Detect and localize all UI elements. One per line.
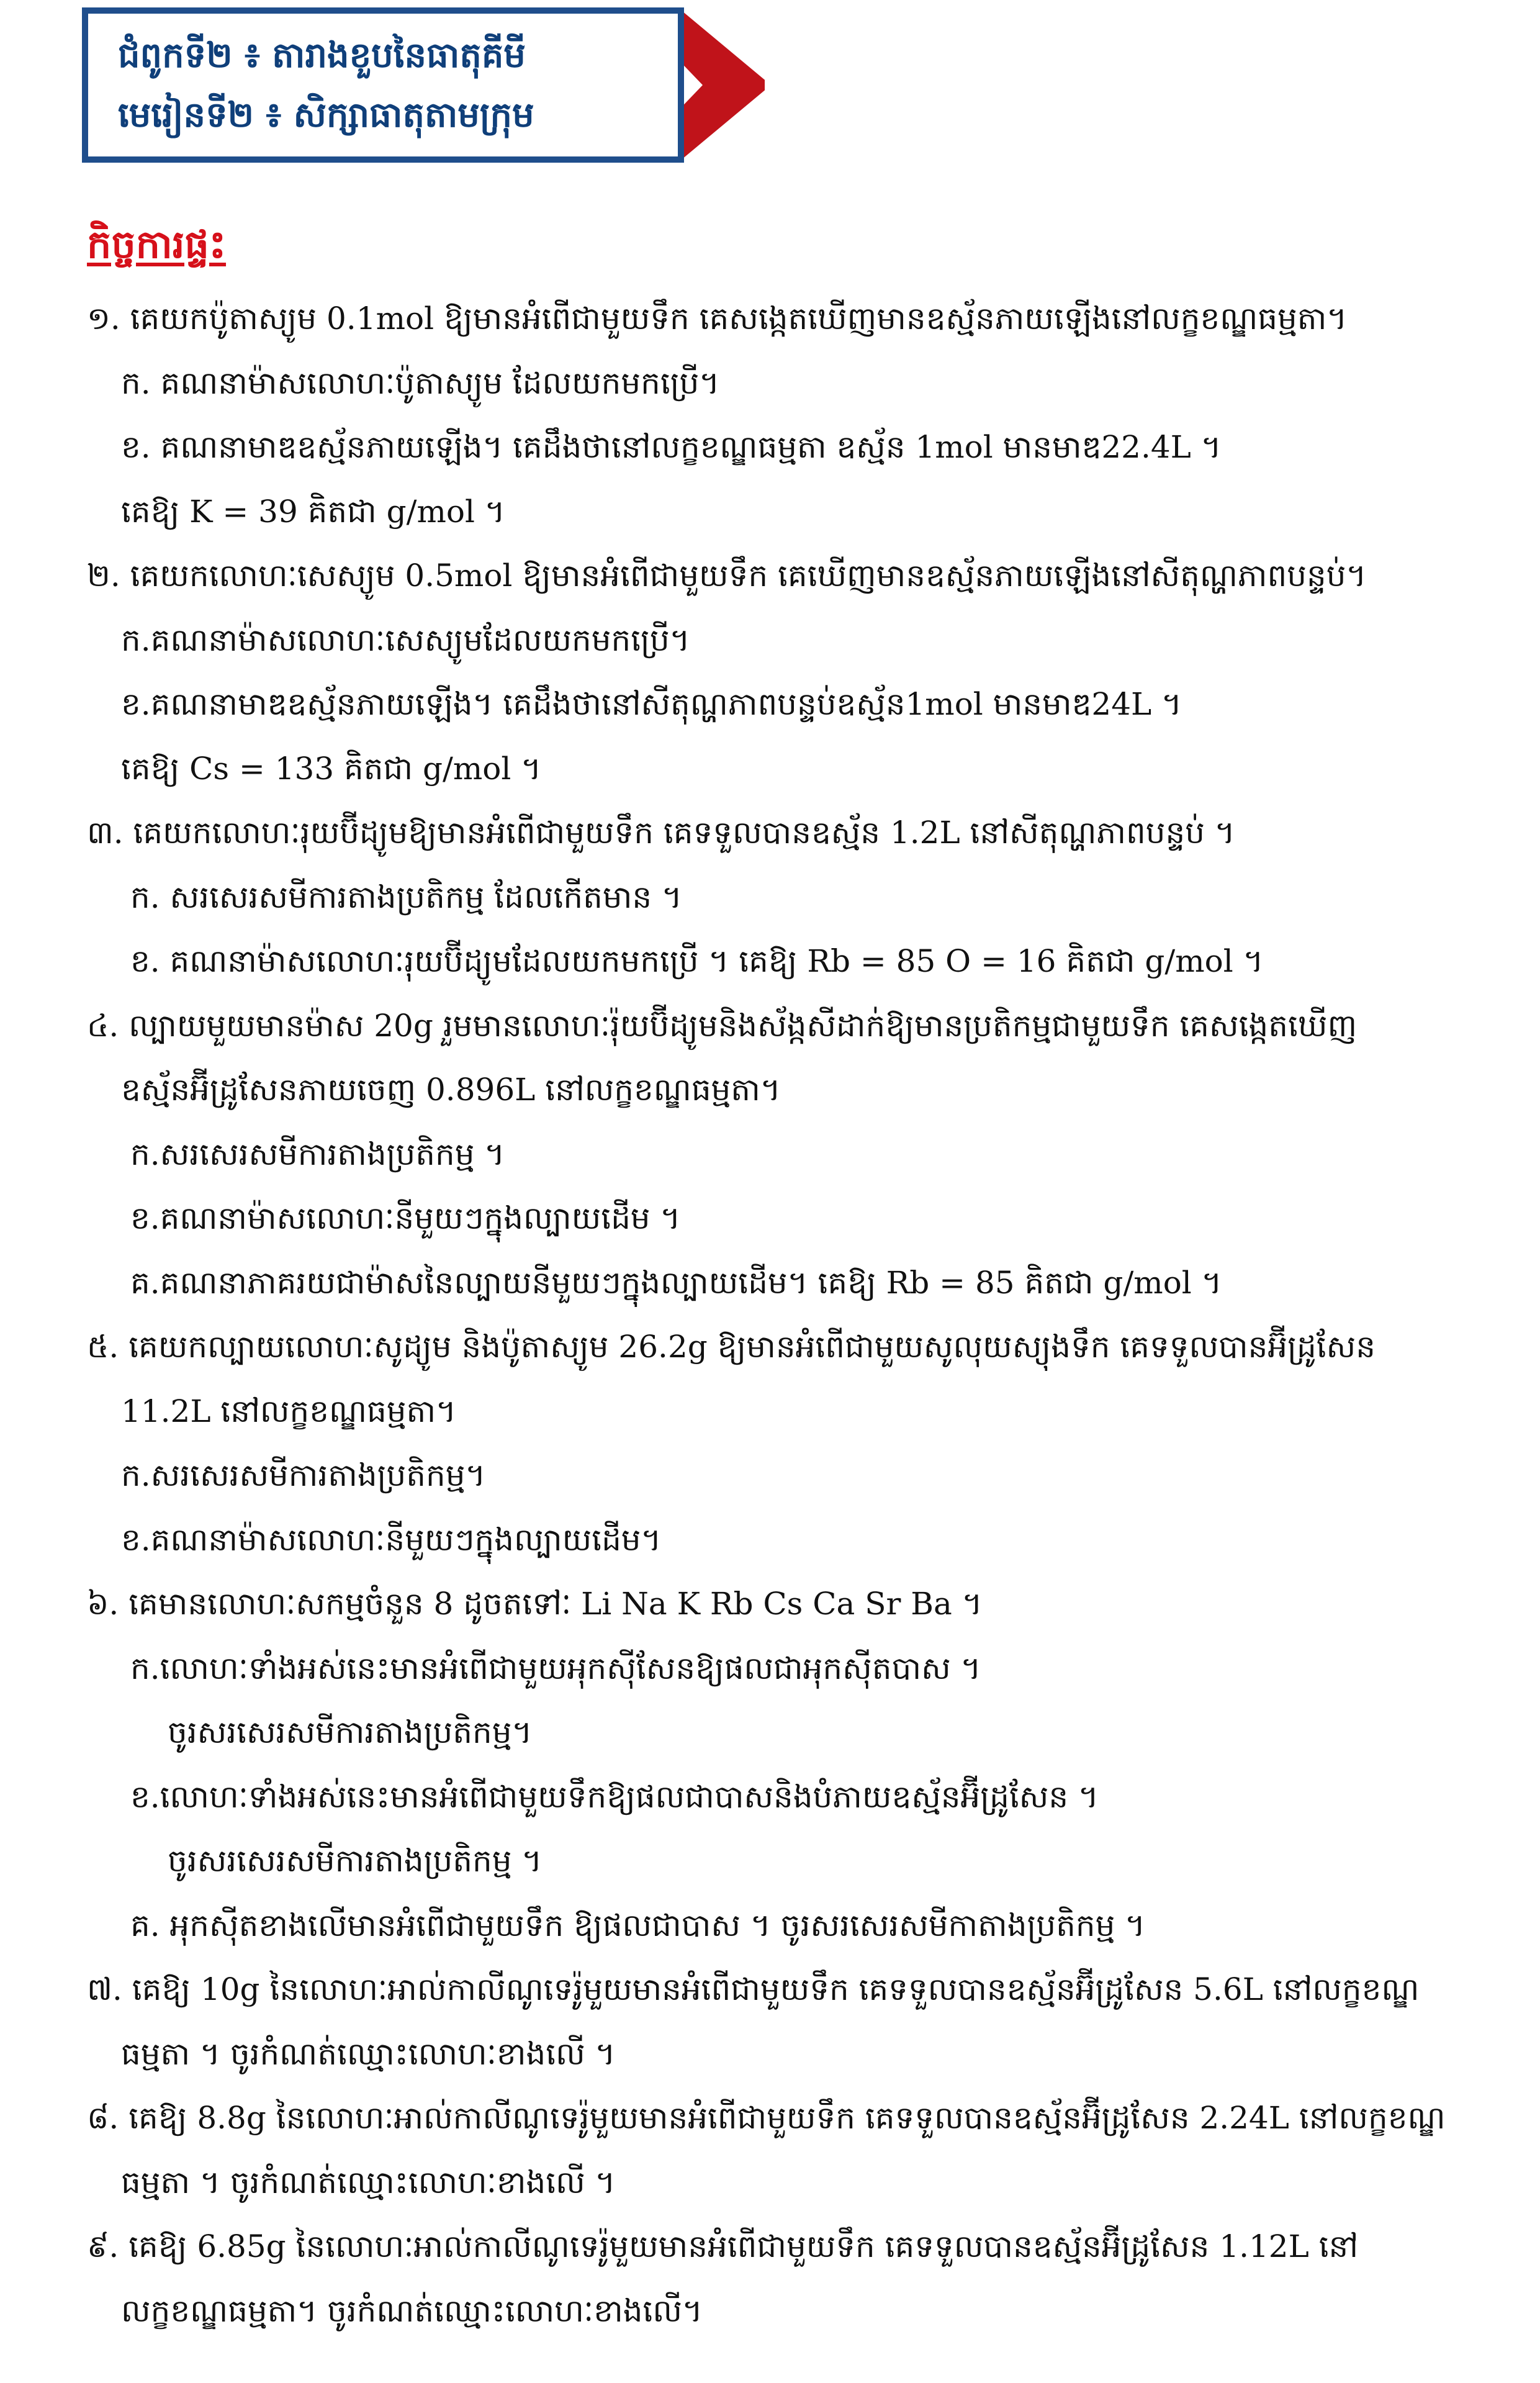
homework-title: កិច្ចការផ្ទះ (87, 222, 227, 267)
chapter-title: ជំពូកទី២ ៖ តារាងខួបនៃធាតុគីមី (118, 35, 526, 76)
banner-text (118, 26, 708, 145)
exercise-line: ៨. គេឱ្យ 8.8g នៃលោហៈអាល់កាលីណូទេរ៉ូមួយមានអំពើជាមួយទឹក គេទទួលបានឧស្ម័នអ៊ីដ្រូសែន 2.24L នៅលក្ខខណ្ឌ (87, 2100, 1446, 2136)
exercise-line: ខ.គណនាមាឌឧស្ម័នភាយឡើង។ គេដឹងថានៅសីតុណ្ហភាពបន្ទប់ឧស្ម័ន1mol មានមាឌ24L ។ (121, 686, 1182, 722)
exercise-line: ក.សរសេរសមីការតាងប្រតិកម្ម។ (121, 1457, 486, 1493)
exercise-line: ក. គណនាម៉ាសលោហៈប៉ូតាស្យូម ដែលយកមកប្រើ។ (121, 364, 720, 401)
exercise-line: ខ.គណនាម៉ាសលោហៈនីមួយៗក្នុងល្បាយដើម ។ (130, 1200, 681, 1236)
exercise-line: ក.លោហៈទាំងអស់នេះមានអំពើជាមួយអុកស៊ីសែនឱ្យផលជាអុកស៊ីតបាស ។ (130, 1650, 981, 1686)
exercise-line: ៣. គេយកលោហៈរុយប៊ីដ្យូមឱ្យមានអំពើជាមួយទឹក គេទទួលបានឧស្ម័ន 1.2L នៅសីតុណ្ហភាពបន្ទប់ ។ (87, 815, 1235, 851)
exercise-line: ចូរសរសេរសមីការតាងប្រតិកម្ម ។ (168, 1843, 543, 1879)
exercise-line: ខ.គណនាម៉ាសលោហៈនីមួយៗក្នុងល្បាយដើម។ (121, 1521, 662, 1558)
exercise-line: ៥. គេយកល្បាយលោហៈសូដ្យូម និងប៉ូតាស្យូម 26.2g ឱ្យមានអំពើជាមួយសូលុយស្យុងទឹក គេទទួលបានអ៊ីដ្រូសែន (87, 1329, 1376, 1365)
exercise-line: 11.2L នៅលក្ខខណ្ឌធម្មតា។ (121, 1393, 457, 1429)
exercise-line: ធម្មតា ។ ចូរកំណត់ឈ្មោះលោហៈខាងលើ ។ (121, 2035, 616, 2072)
exercise-line: លក្ខខណ្ឌធម្មតា។ ចូរកំណត់ឈ្មោះលោហៈខាងលើ។ (121, 2292, 703, 2329)
exercise-line: ក.គណនាម៉ាសលោហៈសេស្យូមដែលយកមកប្រើ។ (121, 622, 690, 658)
exercise-line: ក. សរសេរសមីការតាងប្រតិកម្ម ដែលកើតមាន ។ (130, 879, 683, 915)
exercise-line: ៩. គេឱ្យ 6.85g នៃលោហៈអាល់កាលីណូទេរ៉ូមួយមានអំពើជាមួយទឹក គេទទួលបានឧស្ម័នអ៊ីដ្រូសែន 1.12L នៅ (87, 2228, 1359, 2264)
exercise-line: គ.គណនាភាគរយជាម៉ាសនៃល្បាយនីមួយៗក្នុងល្បាយដើម។ គេឱ្យ Rb = 85 គិតជា g/mol ។ (130, 1264, 1222, 1301)
exercise-line: ធម្មតា ។ ចូរកំណត់ឈ្មោះលោហៈខាងលើ ។ (121, 2164, 616, 2200)
exercise-line: ចូរសរសេរសមីការតាងប្រតិកម្ម។ (168, 1714, 533, 1750)
lesson-title: មេរៀនទី២ ៖ សិក្សាធាតុតាមក្រុម (118, 95, 534, 135)
exercise-line: ៤. ល្បាយមួយមានម៉ាស 20g រួមមានលោហៈរ៉ុយប៊ីដ្យូមនិងស័ង្កសីដាក់ឱ្យមានប្រតិកម្មជាមួយទឹក គេសង្កេតឃើញ (87, 1007, 1358, 1044)
exercise-line: ១. គេយកប៉ូតាស្យូម 0.1mol ឱ្យមានអំពើជាមួយទឹក គេសង្កេតឃើញមានឧស្ម័នភាយឡើងនៅលក្ខខណ្ឌធម្មតា។ (87, 301, 1348, 337)
exercise-line: ខ.លោហៈទាំងអស់នេះមានអំពើជាមួយទឹកឱ្យផលជាបាសនិងបំភាយឧស្ម័នអ៊ីដ្រូសែន ។ (130, 1778, 1099, 1815)
exercise-line: ២. គេយកលោហៈសេស្យូម 0.5mol ឱ្យមានអំពើជាមួយទឹក គេឃើញមានឧស្ម័នភាយឡើងនៅសីតុណ្ហភាពបន្ទប់។ (87, 558, 1367, 594)
exercise-line: ឧស្ម័នអ៊ីដ្រូសែនភាយចេញ 0.896L នៅលក្ខខណ្ឌធម្មតា។ (121, 1072, 781, 1108)
exercise-line: ក.សរសេរសមីការតាងប្រតិកម្ម ។ (130, 1136, 505, 1172)
exercise-line: ៧. គេឱ្យ 10g នៃលោហៈអាល់កាលីណូទេរ៉ូមួយមានអំពើជាមួយទឹក គេទទួលបានឧស្ម័នអ៊ីដ្រូសែន 5.6L នៅលក្ខខណ្ឌ (87, 1971, 1420, 2007)
exercise-line: គ. អុកស៊ីតខាងលើមានអំពើជាមួយទឹក ឱ្យផលជាបាស ។ ចូរសរសេរសមីកាតាងប្រតិកម្ម ។ (130, 1907, 1146, 1943)
header-banner (82, 7, 765, 163)
exercise-line: គេឱ្យ Cs = 133 គិតជា g/mol ។ (121, 750, 542, 787)
exercise-line: គេឱ្យ K = 39 គិតជា g/mol ។ (121, 493, 505, 530)
exercise-line: ៦. គេមានលោហៈសកម្មចំនួន 8 ដូចតទៅៈ Li Na K Rb Cs Ca Sr Ba ។ (87, 1586, 983, 1622)
exercise-line: ខ. គណនាម៉ាសលោហៈរុយប៊ីដ្យូមដែលយកមកប្រើ ។ គេឱ្យ Rb = 85 O = 16 គិតជា g/mol ។ (130, 943, 1264, 979)
exercise-list (87, 287, 1477, 2343)
exercise-line: ខ. គណនាមាឌឧស្ម័នភាយឡើង។ គេដឹងថានៅលក្ខខណ្ឌធម្មតា ឧស្ម័ន 1mol មានមាឌ22.4L ។ (121, 429, 1222, 465)
